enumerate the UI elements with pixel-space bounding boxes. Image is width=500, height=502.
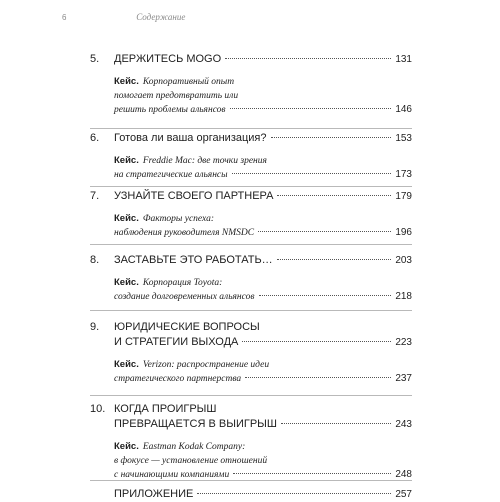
case-page: 218 — [395, 291, 412, 302]
case-title: наблюдения руководителя NMSDC — [114, 228, 255, 238]
appendix-title: ПРИЛОЖЕНИЕ — [114, 488, 194, 500]
chapter-title-line — [90, 131, 412, 146]
chapter-entry[interactable] — [90, 131, 412, 182]
case-line — [90, 372, 412, 386]
running-head-title: Содержание — [136, 12, 186, 22]
chapter-title-line — [90, 402, 412, 417]
chapter-page: 203 — [395, 255, 412, 266]
case-line — [90, 103, 412, 117]
chapter-title: УЗНАЙТЕ СВОЕГО ПАРТНЕРА — [114, 190, 274, 202]
chapter-page: 131 — [395, 54, 412, 65]
chapter-title: ПРЕВРАЩАЕТСЯ В ВЫИГРЫШ — [114, 418, 277, 430]
leader-dots — [281, 423, 391, 424]
leader-dots — [233, 473, 391, 474]
case-title: на стратегические альянсы — [114, 170, 228, 180]
chapter-title: КОГДА ПРОИГРЫШ — [114, 403, 217, 415]
chapter-entry[interactable] — [90, 320, 412, 386]
chapter-title-line — [90, 335, 412, 350]
case-line — [90, 290, 412, 304]
case-page: 173 — [395, 169, 412, 180]
chapter-page: 243 — [395, 419, 412, 430]
section-divider — [90, 186, 412, 187]
section-divider — [90, 244, 412, 245]
case-line — [90, 454, 412, 468]
chapter-title-line — [90, 189, 412, 204]
leader-dots — [277, 195, 391, 196]
leader-dots — [197, 493, 391, 494]
section-divider — [90, 310, 412, 311]
spacer — [90, 432, 412, 440]
case-title: с начинающими компаниями — [114, 470, 230, 480]
page-number: 6 — [62, 13, 67, 22]
case-title: Freddie Mac: две точки зрения — [142, 156, 267, 166]
chapter-page: 179 — [395, 191, 412, 202]
leader-dots — [277, 259, 392, 260]
chapter-title: ДЕРЖИТЕСЬ MOGO — [114, 53, 222, 65]
leader-dots — [258, 231, 391, 232]
spacer — [90, 67, 412, 75]
case-title: Корпоративный опыт — [142, 77, 235, 87]
case-line — [90, 168, 412, 182]
case-title: Факторы успеха: — [142, 214, 215, 224]
leader-dots — [232, 173, 392, 174]
chapter-entry[interactable] — [90, 402, 412, 482]
case-page: 237 — [395, 373, 412, 384]
case-title: решить проблемы альянсов — [114, 105, 226, 115]
section-divider — [90, 395, 412, 396]
leader-dots — [242, 341, 391, 342]
case-page: 248 — [395, 469, 412, 480]
chapter-entry[interactable] — [90, 253, 412, 304]
spacer — [90, 350, 412, 358]
case-title: в фокусе — установление отношений — [114, 456, 268, 466]
leader-dots — [245, 377, 391, 378]
leader-dots — [230, 108, 392, 109]
chapter-title: ЗАСТАВЬТЕ ЭТО РАБОТАТЬ… — [114, 254, 273, 266]
section-divider — [90, 480, 412, 481]
chapter-title: ЮРИДИЧЕСКИЕ ВОПРОСЫ — [114, 321, 260, 333]
chapter-title-line — [90, 320, 412, 335]
case-keyword: Кейс. — [114, 277, 139, 288]
case-line — [90, 89, 412, 103]
chapter-title: Готова ли ваша организация? — [114, 132, 267, 144]
chapter-page: 153 — [395, 133, 412, 144]
case-keyword: Кейс. — [114, 155, 139, 166]
case-title: Eastman Kodak Company: — [142, 442, 246, 452]
chapter-number: 9. — [90, 321, 100, 333]
case-keyword: Кейс. — [114, 76, 139, 87]
running-head — [62, 12, 185, 22]
leader-dots — [271, 137, 392, 138]
appendix-page: 257 — [395, 489, 412, 500]
chapter-title-line — [90, 52, 412, 67]
case-line — [90, 154, 412, 168]
case-keyword: Кейс. — [114, 213, 139, 224]
case-line — [90, 226, 412, 240]
case-title: стратегического партнерства — [114, 374, 242, 384]
leader-dots — [259, 295, 392, 296]
case-line — [90, 276, 412, 290]
case-line — [90, 75, 412, 89]
spacer — [90, 146, 412, 154]
case-title: Корпорация Toyota: — [142, 278, 223, 288]
chapter-entry[interactable] — [90, 189, 412, 240]
spacer — [90, 268, 412, 276]
section-divider — [90, 128, 412, 129]
chapter-number: 10. — [90, 403, 106, 415]
chapter-title-line — [90, 253, 412, 268]
case-title: помогает предотвратить или — [114, 91, 239, 101]
case-page: 196 — [395, 227, 412, 238]
case-line — [90, 440, 412, 454]
chapter-number: 7. — [90, 190, 100, 202]
case-line — [90, 358, 412, 372]
chapter-page: 223 — [395, 337, 412, 348]
case-keyword: Кейс. — [114, 441, 139, 452]
chapter-title: И СТРАТЕГИИ ВЫХОДА — [114, 336, 239, 348]
chapter-number: 6. — [90, 132, 100, 144]
chapter-title-line — [90, 417, 412, 432]
leader-dots — [225, 58, 391, 59]
chapter-number: 5. — [90, 53, 100, 65]
chapter-entry[interactable] — [90, 52, 412, 117]
case-title: Verizon: распространение идеи — [142, 360, 270, 370]
case-title: создание долговременных альянсов — [114, 292, 255, 302]
spacer — [90, 204, 412, 212]
chapter-number: 8. — [90, 254, 100, 266]
case-line — [90, 212, 412, 226]
case-page: 146 — [395, 104, 412, 115]
case-keyword: Кейс. — [114, 359, 139, 370]
